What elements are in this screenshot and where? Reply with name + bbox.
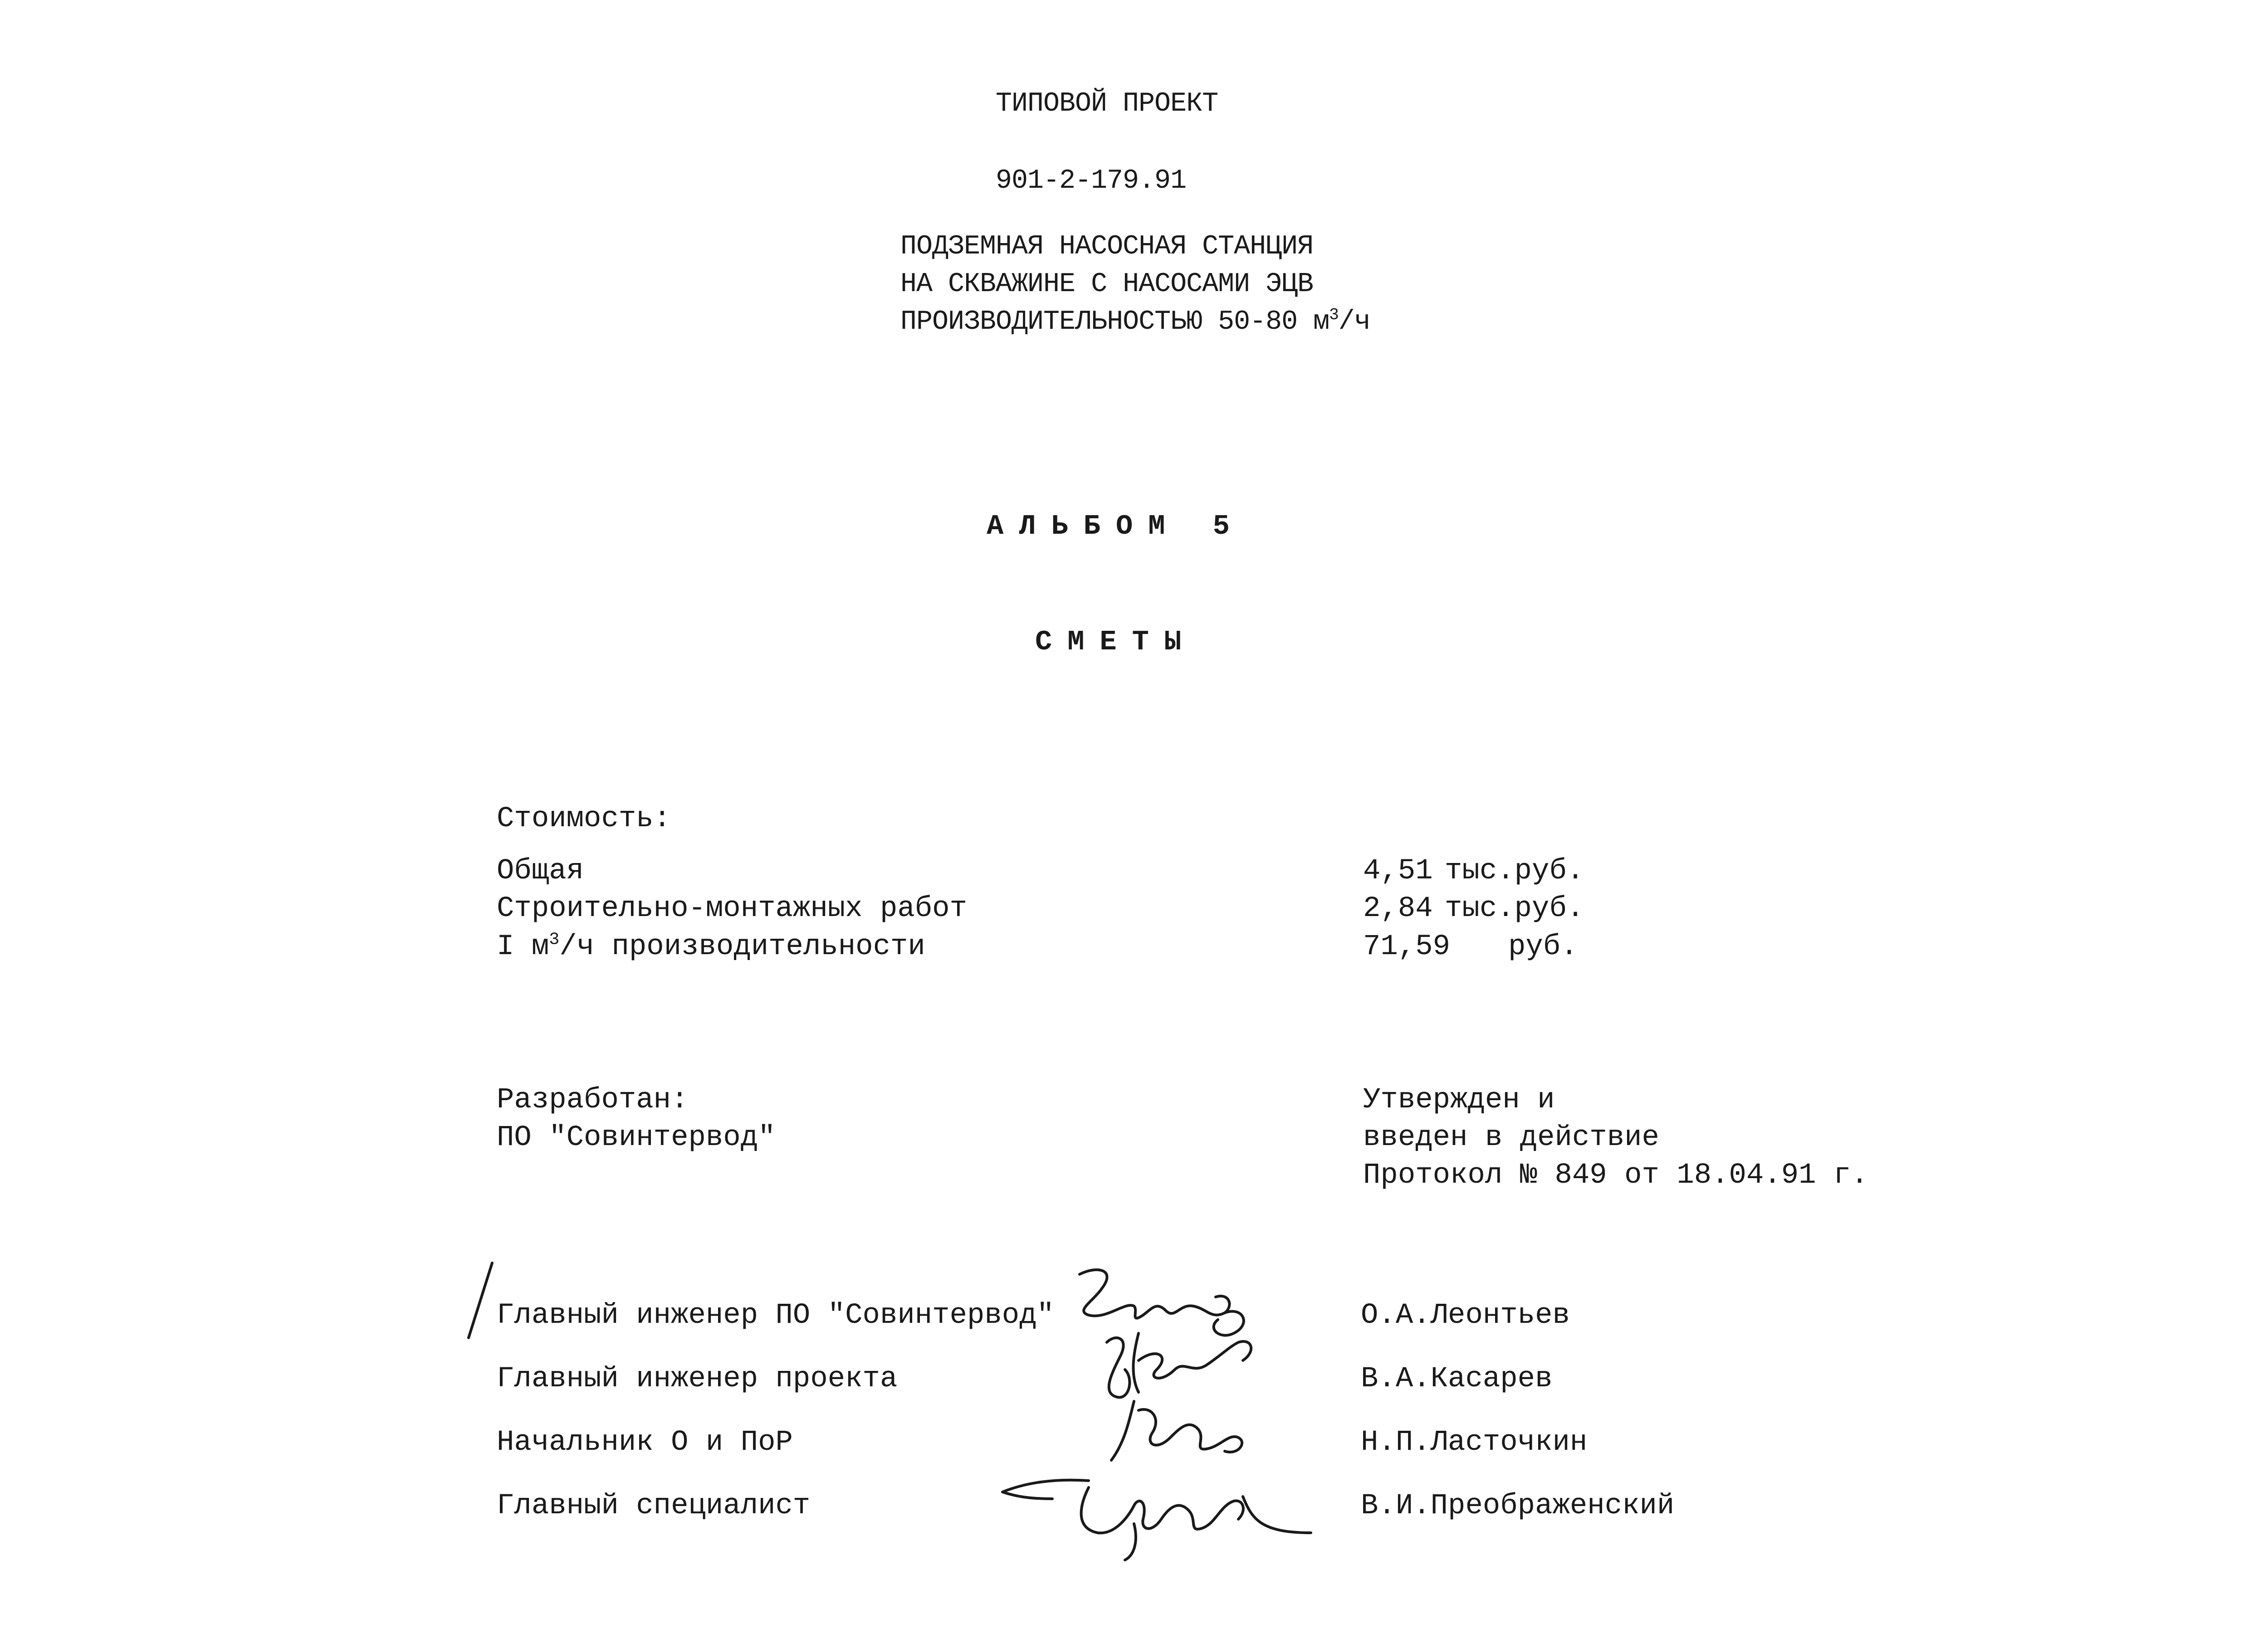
description-line-3-sup: 3 bbox=[1329, 306, 1339, 324]
cost-heading: Стоимость: bbox=[497, 803, 671, 835]
signatory-title-project-engineer: Главный инженер проекта bbox=[497, 1363, 898, 1395]
signatory-name-chief-engineer: О.А.Леонтьев bbox=[1361, 1299, 1570, 1332]
cost-label-construction: Строительно-монтажных работ bbox=[497, 892, 967, 925]
cost-label-per-capacity bbox=[497, 931, 925, 963]
signatory-title-chief-specialist: Главный специалист bbox=[497, 1490, 811, 1522]
description-line-1: ПОДЗЕМНАЯ НАСОСНАЯ СТАНЦИЯ bbox=[900, 231, 1314, 262]
signatory-title-chief-engineer: Главный инженер ПО "Совинтервод" bbox=[497, 1299, 1054, 1332]
cost-unit-total: тыс.руб. bbox=[1445, 855, 1584, 887]
signature-4 bbox=[998, 1456, 1315, 1565]
cost-label-per-capacity-sup: 3 bbox=[549, 929, 560, 950]
description-line-3-tail: /ч bbox=[1338, 307, 1370, 337]
approval-line-3: Протокол № 849 от 18.04.91 г. bbox=[1363, 1159, 1868, 1192]
project-number: 901-2-179.91 bbox=[996, 166, 1187, 196]
signatory-name-project-engineer: В.А.Касарев bbox=[1361, 1363, 1553, 1395]
signatory-title-department-head: Начальник О и ПоР bbox=[497, 1426, 793, 1459]
album-subtitle: СМЕТЫ bbox=[1035, 626, 1197, 658]
signatory-name-chief-specialist: В.И.Преображенский bbox=[1361, 1490, 1675, 1522]
description-line-3-text: ПРОИЗВОДИТЕЛЬНОСТЬЮ 50-80 м bbox=[900, 307, 1330, 337]
cost-value-construction: 2,84 bbox=[1363, 892, 1433, 925]
description-line-3 bbox=[900, 307, 1370, 337]
cost-unit-per-capacity: руб. bbox=[1508, 931, 1578, 963]
signatory-name-department-head: Н.П.Ласточкин bbox=[1361, 1426, 1588, 1459]
project-type: ТИПОВОЙ ПРОЕКТ bbox=[996, 88, 1218, 119]
cost-value-total: 4,51 bbox=[1363, 855, 1433, 887]
developer-heading: Разработан: bbox=[497, 1084, 689, 1116]
approval-line-2: введен в действие bbox=[1363, 1121, 1659, 1154]
cost-value-per-capacity: 71,59 bbox=[1363, 931, 1451, 963]
cost-label-total: Общая bbox=[497, 855, 584, 887]
album-label: АЛЬБОМ 5 bbox=[987, 510, 1245, 542]
cost-label-per-capacity-pre: I м bbox=[497, 931, 549, 963]
cost-label-per-capacity-post: /ч производительности bbox=[559, 931, 925, 963]
cost-unit-construction: тыс.руб. bbox=[1445, 892, 1584, 925]
margin-slash-mark bbox=[465, 1261, 497, 1342]
approval-line-1: Утвержден и bbox=[1363, 1084, 1555, 1116]
description-line-2: НА СКВАЖИНЕ С НАСОСАМИ ЭЦВ bbox=[900, 269, 1314, 300]
developer-org: ПО "Совинтервод" bbox=[497, 1121, 776, 1154]
